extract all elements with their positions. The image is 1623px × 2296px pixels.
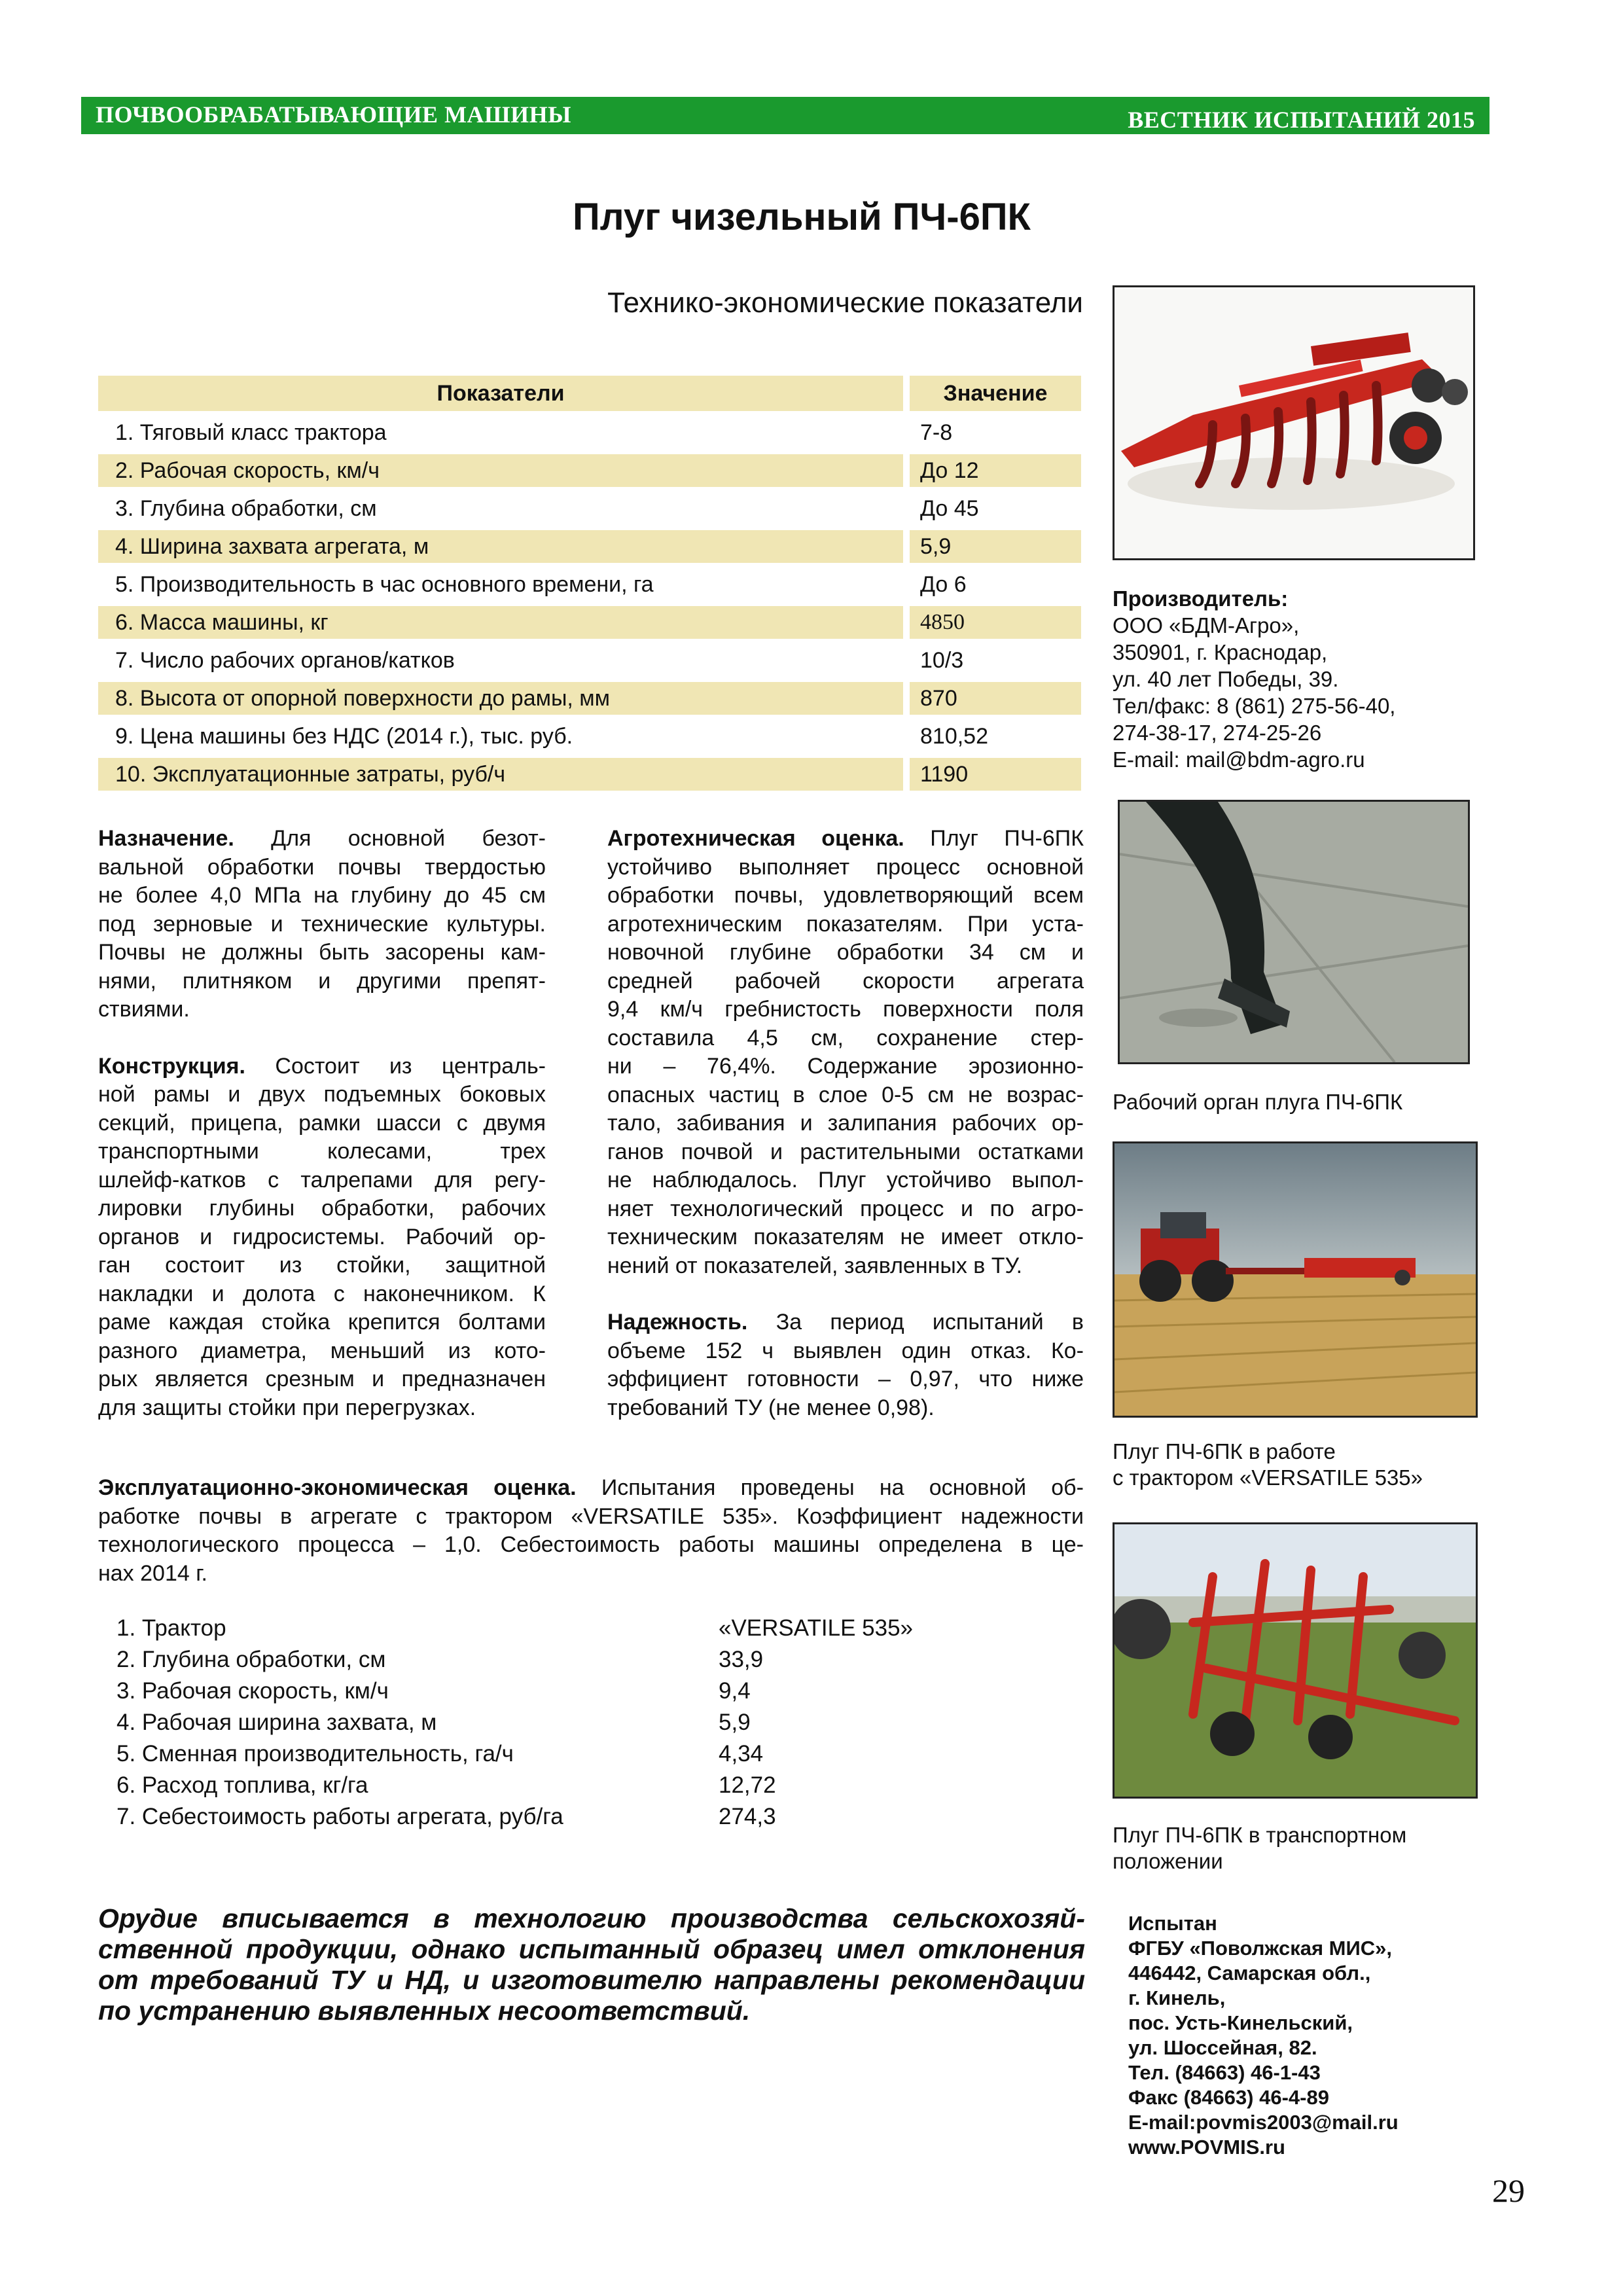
- spec-value: 1190: [910, 758, 1081, 791]
- text-line: техническим показателям не имеет откло-: [607, 1225, 1084, 1249]
- spec-value: 10/3: [920, 647, 964, 673]
- text-line: не наблюдалось. Плуг устойчиво выпол-: [607, 1168, 1084, 1193]
- reliability-title: Надежность.: [607, 1310, 748, 1335]
- tester-line: ул. Шоссейная, 82.: [1128, 2036, 1317, 2059]
- text-line: секций, прицепа, рамки шасси с двумя: [98, 1110, 546, 1136]
- econ-value: 4,34: [719, 1741, 764, 1767]
- left-column: [98, 825, 546, 1422]
- text-line: нений от показателей, заявленных в ТУ.: [607, 1253, 1023, 1278]
- table-row: [98, 416, 1081, 449]
- section-title: ПОЧВООБРАБАТЫВАЮЩИЕ МАШИНЫ: [96, 101, 571, 128]
- spec-label: 1. Тяговый класс трактора: [115, 420, 387, 445]
- construction-paragraph: [98, 1052, 546, 1423]
- text-line: требований ТУ (не менее 0,98).: [607, 1395, 935, 1420]
- spec-value: 5,9: [910, 530, 1081, 563]
- manufacturer-heading: Производитель:: [1113, 586, 1289, 611]
- econ-value: 274,3: [719, 1804, 776, 1829]
- table-row: [98, 606, 1081, 639]
- econ-label: 1. Трактор: [116, 1615, 226, 1641]
- caption-working-organ: Рабочий орган плуга ПЧ-6ПК: [1113, 1090, 1403, 1114]
- text-line: ной рамы и двух подъемных боковых: [98, 1082, 546, 1107]
- text-line: устойчиво выполняет процесс основной: [607, 854, 1084, 880]
- manufacturer-email: E-mail: mail@bdm-agro.ru: [1113, 747, 1365, 772]
- text-line: технологического процесса – 1,0. Себестоимость работы машины определена в це-: [98, 1532, 1084, 1557]
- tester-line: г. Кинель,: [1128, 1986, 1226, 2009]
- spec-value: До 45: [920, 495, 979, 521]
- spec-label: 3. Глубина обработки, см: [115, 495, 377, 521]
- spec-label: 2. Рабочая скорость, км/ч: [98, 454, 903, 487]
- table-row: [98, 492, 1081, 525]
- text-line: средней рабочей скорости агрегата: [607, 968, 1084, 994]
- table-subtitle: Технико-экономические показатели: [607, 287, 1083, 319]
- agro-title: Агротехническая оценка.: [607, 826, 904, 851]
- spec-label: 7. Число рабочих органов/катков: [115, 647, 455, 673]
- econ-value: «VERSATILE 535»: [719, 1615, 914, 1641]
- page-title: Плуг чизельный ПЧ-6ПК: [573, 196, 1031, 238]
- text-line: За период испытаний в: [776, 1310, 1084, 1335]
- text-line: Для основной безот-: [271, 826, 546, 851]
- text-line: Состоит из централь-: [275, 1053, 546, 1079]
- transport-photo: [1113, 1522, 1478, 1799]
- text-line: Почвы не должны быть засорены кам-: [98, 940, 546, 965]
- reliability-paragraph: [607, 1308, 1084, 1422]
- spec-value: 810,52: [920, 723, 988, 749]
- spec-label: 4. Ширина захвата агрегата, м: [98, 530, 903, 563]
- manufacturer-line: Тел/факс: 8 (861) 275-56-40,: [1113, 694, 1396, 718]
- spec-value: До 6: [920, 571, 967, 597]
- text-line: 9,4 км/ч гребнистость поверхности поля: [607, 997, 1084, 1022]
- caption-operation: [1113, 1439, 1479, 1491]
- spec-label: 9. Цена машины без НДС (2014 г.), тыс. руб.: [115, 723, 573, 749]
- spec-table: [98, 370, 1081, 796]
- tester-info: [1128, 1911, 1482, 2160]
- manufacturer-line: 274-38-17, 274-25-26: [1113, 721, 1322, 745]
- spec-header-param: Показатели: [98, 376, 903, 411]
- text-line: тало, забивания и залипания рабочих ор-: [607, 1111, 1084, 1136]
- spec-value: До 12: [910, 454, 1081, 487]
- tester-line: Испытан: [1128, 1912, 1217, 1935]
- econ-label: 4. Рабочая ширина захвата, м: [116, 1710, 437, 1735]
- conclusion-line: по устранению выявленных несоответствий.: [98, 1996, 751, 2026]
- caption-line: с трактором «VERSATILE 535»: [1113, 1465, 1423, 1490]
- text-line: лировки глубины обработки, рабочих: [98, 1196, 546, 1221]
- conclusion-line: от требований ТУ и НД, и изготовителю направлены рекомендации: [98, 1965, 1085, 1995]
- transport-illustration: [1115, 1524, 1476, 1797]
- text-line: ган состоит из стойки, защитной: [98, 1253, 546, 1278]
- econ-label: 7. Себестоимость работы агрегата, руб/га: [116, 1804, 563, 1829]
- purpose-paragraph: [98, 825, 546, 1024]
- text-line: эффициент готовности – 0,97, что ниже: [607, 1367, 1084, 1391]
- manufacturer-line: ООО «БДМ-Агро»,: [1113, 613, 1300, 637]
- text-line: раме каждая стойка крепится болтами: [98, 1310, 546, 1335]
- spec-value: 4850: [910, 606, 1081, 639]
- caption-line: Плуг ПЧ-6ПК в работе: [1113, 1439, 1336, 1463]
- spec-header-value: Значение: [910, 376, 1081, 411]
- econ-label: 3. Рабочая скорость, км/ч: [116, 1678, 389, 1704]
- construction-title: Конструкция.: [98, 1053, 245, 1079]
- table-row: [98, 530, 1081, 563]
- tester-line: 446442, Самарская обл.,: [1128, 1962, 1371, 1984]
- working-organ-photo: [1118, 800, 1470, 1064]
- agro-paragraph: [607, 825, 1084, 1280]
- econ-value: 5,9: [719, 1710, 751, 1735]
- text-line: Плуг ПЧ-6ПК: [930, 826, 1084, 851]
- text-line: ствиями.: [98, 997, 190, 1022]
- spec-value: 7-8: [920, 420, 953, 445]
- spec-label: 8. Высота от опорной поверхности до рамы, мм: [98, 682, 903, 715]
- econ-label: 2. Глубина обработки, см: [116, 1647, 386, 1672]
- econ-title: Эксплуатационно-экономическая оценка.: [98, 1475, 577, 1500]
- tester-line: Факс (84663) 46-4-89: [1128, 2086, 1329, 2109]
- econ-value: 33,9: [719, 1647, 764, 1672]
- tester-line: пос. Усть-Кинельский,: [1128, 2011, 1353, 2034]
- tester-email: E-mail:povmis2003@mail.ru: [1128, 2111, 1399, 2134]
- text-line: органов и гидросистемы. Рабочий ор-: [98, 1224, 546, 1249]
- table-row: [98, 758, 1081, 791]
- text-line: няет технологический процесс и по агро-: [607, 1196, 1084, 1221]
- text-line: новочной глубине обработки 34 см и: [607, 940, 1084, 965]
- spec-value: 870: [910, 682, 1081, 715]
- purpose-title: Назначение.: [98, 826, 234, 851]
- manufacturer-info: [1113, 585, 1479, 773]
- manufacturer-line: ул. 40 лет Победы, 39.: [1113, 667, 1339, 691]
- table-row: [98, 644, 1081, 677]
- journal-title: ВЕСТНИК ИСПЫТАНИЙ 2015: [1128, 107, 1475, 133]
- econ-value: 9,4: [719, 1678, 751, 1704]
- spec-label: 10. Эксплуатационные затраты, руб/ч: [98, 758, 903, 791]
- text-line: работке почвы в агрегате с трактором «VERSATILE 535». Коэффициент надежности: [98, 1503, 1084, 1529]
- operation-photo: [1113, 1141, 1478, 1418]
- text-line: разного диаметра, меньший из кото-: [98, 1338, 546, 1363]
- table-row: [98, 454, 1081, 487]
- working-organ-illustration: [1120, 802, 1468, 1062]
- section-header-bar: [81, 97, 1489, 134]
- page-number: 29: [1492, 2172, 1525, 2209]
- text-line: транспортными колесами, трех: [98, 1139, 546, 1164]
- text-line: составила 4,5 см, сохранение стер-: [607, 1025, 1084, 1050]
- conclusion: [98, 1903, 1085, 2026]
- conclusion-line: ственной продукции, однако испытанный образец имел отклонения: [98, 1934, 1085, 1964]
- text-line: накладки и долота с наконечником. К: [98, 1281, 546, 1306]
- tester-website: www.POVMIS.ru: [1128, 2136, 1285, 2159]
- text-line: нах 2014 г.: [98, 1560, 207, 1586]
- table-row: [98, 720, 1081, 753]
- caption-transport: [1113, 1822, 1479, 1874]
- econ-label: 6. Расход топлива, кг/га: [116, 1772, 368, 1798]
- text-line: обработки почвы, удовлетворяющий всем: [607, 883, 1084, 908]
- table-row: [98, 682, 1081, 715]
- text-line: рых является срезным и предназначен: [98, 1367, 546, 1391]
- text-line: вальной обработки почвы твердостью: [98, 854, 546, 880]
- text-line: опасных частиц в слое 0-5 см не возрас-: [607, 1082, 1084, 1107]
- tester-line: Тел. (84663) 46-1-43: [1128, 2061, 1321, 2084]
- text-line: под зерновые и технические культуры.: [98, 911, 546, 937]
- text-line: объеме 152 ч выявлен один отказ. Ко-: [607, 1338, 1084, 1363]
- econ-paragraph: [98, 1474, 1084, 1588]
- text-line: не более 4,0 МПа на глубину до 45 см: [98, 883, 546, 908]
- operation-illustration: [1115, 1143, 1476, 1416]
- caption-line: Плуг ПЧ-6ПК в транспортном: [1113, 1823, 1407, 1847]
- text-line: ганов почвой и растительными остатками: [607, 1139, 1084, 1164]
- text-line: агротехническим показателям. При уста-: [607, 911, 1084, 937]
- text-line: Испытания проведены на основной об-: [601, 1475, 1084, 1500]
- spec-label: 5. Производительность в час основного времени, га: [115, 571, 654, 597]
- econ-table: [116, 1615, 1065, 1838]
- caption-line: положении: [1113, 1849, 1223, 1873]
- text-line: ни – 76,4%. Содержание эрозионно-: [607, 1054, 1084, 1079]
- econ-label: 5. Сменная производительность, га/ч: [116, 1741, 514, 1767]
- conclusion-line: Орудие вписывается в технологию производства сельскохозяй-: [98, 1903, 1085, 1933]
- table-row: [98, 568, 1081, 601]
- manufacturer-line: 350901, г. Краснодар,: [1113, 640, 1328, 664]
- econ-value: 12,72: [719, 1772, 776, 1798]
- spec-label: 6. Масса машины, кг: [98, 606, 903, 639]
- plow-illustration: [1115, 287, 1473, 558]
- text-line: нями, плитняком и другими препят-: [98, 968, 546, 994]
- tester-line: ФГБУ «Поволжская МИС»,: [1128, 1937, 1393, 1960]
- plow-photo: [1113, 285, 1475, 560]
- text-line: для защиты стойки при перегрузках.: [98, 1395, 476, 1420]
- right-column: [607, 825, 1084, 1422]
- text-line: шлейф-катков с талрепами для регу-: [98, 1167, 546, 1193]
